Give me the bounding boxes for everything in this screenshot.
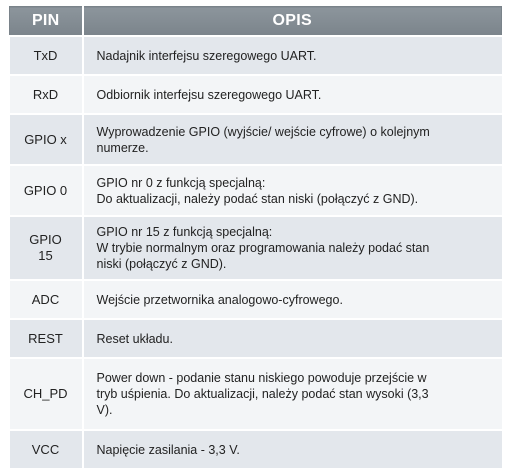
- opis-cell: [83, 75, 502, 114]
- opis-cell: [83, 358, 502, 430]
- opis-line: Nadajnik interfejsu szeregowego UART.: [96, 48, 317, 63]
- table-row: [10, 319, 502, 358]
- opis-cell: [83, 216, 502, 280]
- table-row: [10, 358, 502, 430]
- pin-cell: VCC: [10, 430, 83, 468]
- opis-cell: [83, 36, 502, 75]
- table-row: [10, 75, 502, 114]
- opis-line: GPIO nr 0 z funkcją specjalną:: [96, 175, 266, 190]
- pin-line: GPIO: [29, 232, 62, 247]
- pin-cell: RxD: [10, 75, 83, 114]
- opis-line: Wejście przetwornika analogowo-cyfrowego.: [96, 292, 343, 307]
- pin-cell: GPIO x: [10, 114, 83, 165]
- opis-line: Do aktualizacji, należy podać stan niski (połączyć z GND).: [96, 191, 419, 206]
- opis-line: Wyprowadzenie GPIO (wyjście/ wejście cyfrowe) o kolejnym: [96, 124, 430, 139]
- table-row: [10, 114, 502, 165]
- opis-line: Reset układu.: [96, 331, 173, 346]
- opis-line: W trybie normalnym oraz programowania należy podać stan: [96, 241, 430, 255]
- opis-line: niski (połączyć z GND).: [96, 257, 227, 271]
- opis-line: tryb uśpienia. Do aktualizacji, należy podać stan wysoki (3,3: [96, 387, 429, 401]
- pin-line: 15: [38, 248, 53, 263]
- opis-cell: [83, 280, 502, 319]
- opis-cell: [83, 430, 502, 468]
- opis-cell: [83, 165, 502, 216]
- pin-cell: GPIO 0: [10, 165, 83, 216]
- pin-cell: [10, 216, 83, 280]
- table-header-row: [10, 7, 502, 37]
- opis-line: V).: [96, 403, 113, 417]
- opis-cell: [83, 114, 502, 165]
- pin-description-table: [9, 6, 502, 468]
- pin-cell: ADC: [10, 280, 83, 319]
- opis-line: Napięcie zasilania - 3,3 V.: [96, 442, 240, 457]
- column-header-opis: OPIS: [83, 7, 502, 37]
- table-row: [10, 36, 502, 75]
- opis-cell: [83, 319, 502, 358]
- pin-cell: REST: [10, 319, 83, 358]
- column-header-pin: PIN: [10, 7, 83, 37]
- pin-cell: CH_PD: [10, 358, 83, 430]
- pin-cell: TxD: [10, 36, 83, 75]
- table-row: [10, 280, 502, 319]
- table-row: [10, 165, 502, 216]
- opis-line: Power down - podanie stanu niskiego powoduje przejście w: [96, 371, 427, 385]
- table-row: [10, 430, 502, 468]
- opis-line: numerze.: [96, 140, 149, 155]
- opis-line: Odbiornik interfejsu szeregowego UART.: [96, 87, 322, 102]
- opis-line: GPIO nr 15 z funkcją specjalną:: [96, 225, 273, 239]
- table-row: [10, 216, 502, 280]
